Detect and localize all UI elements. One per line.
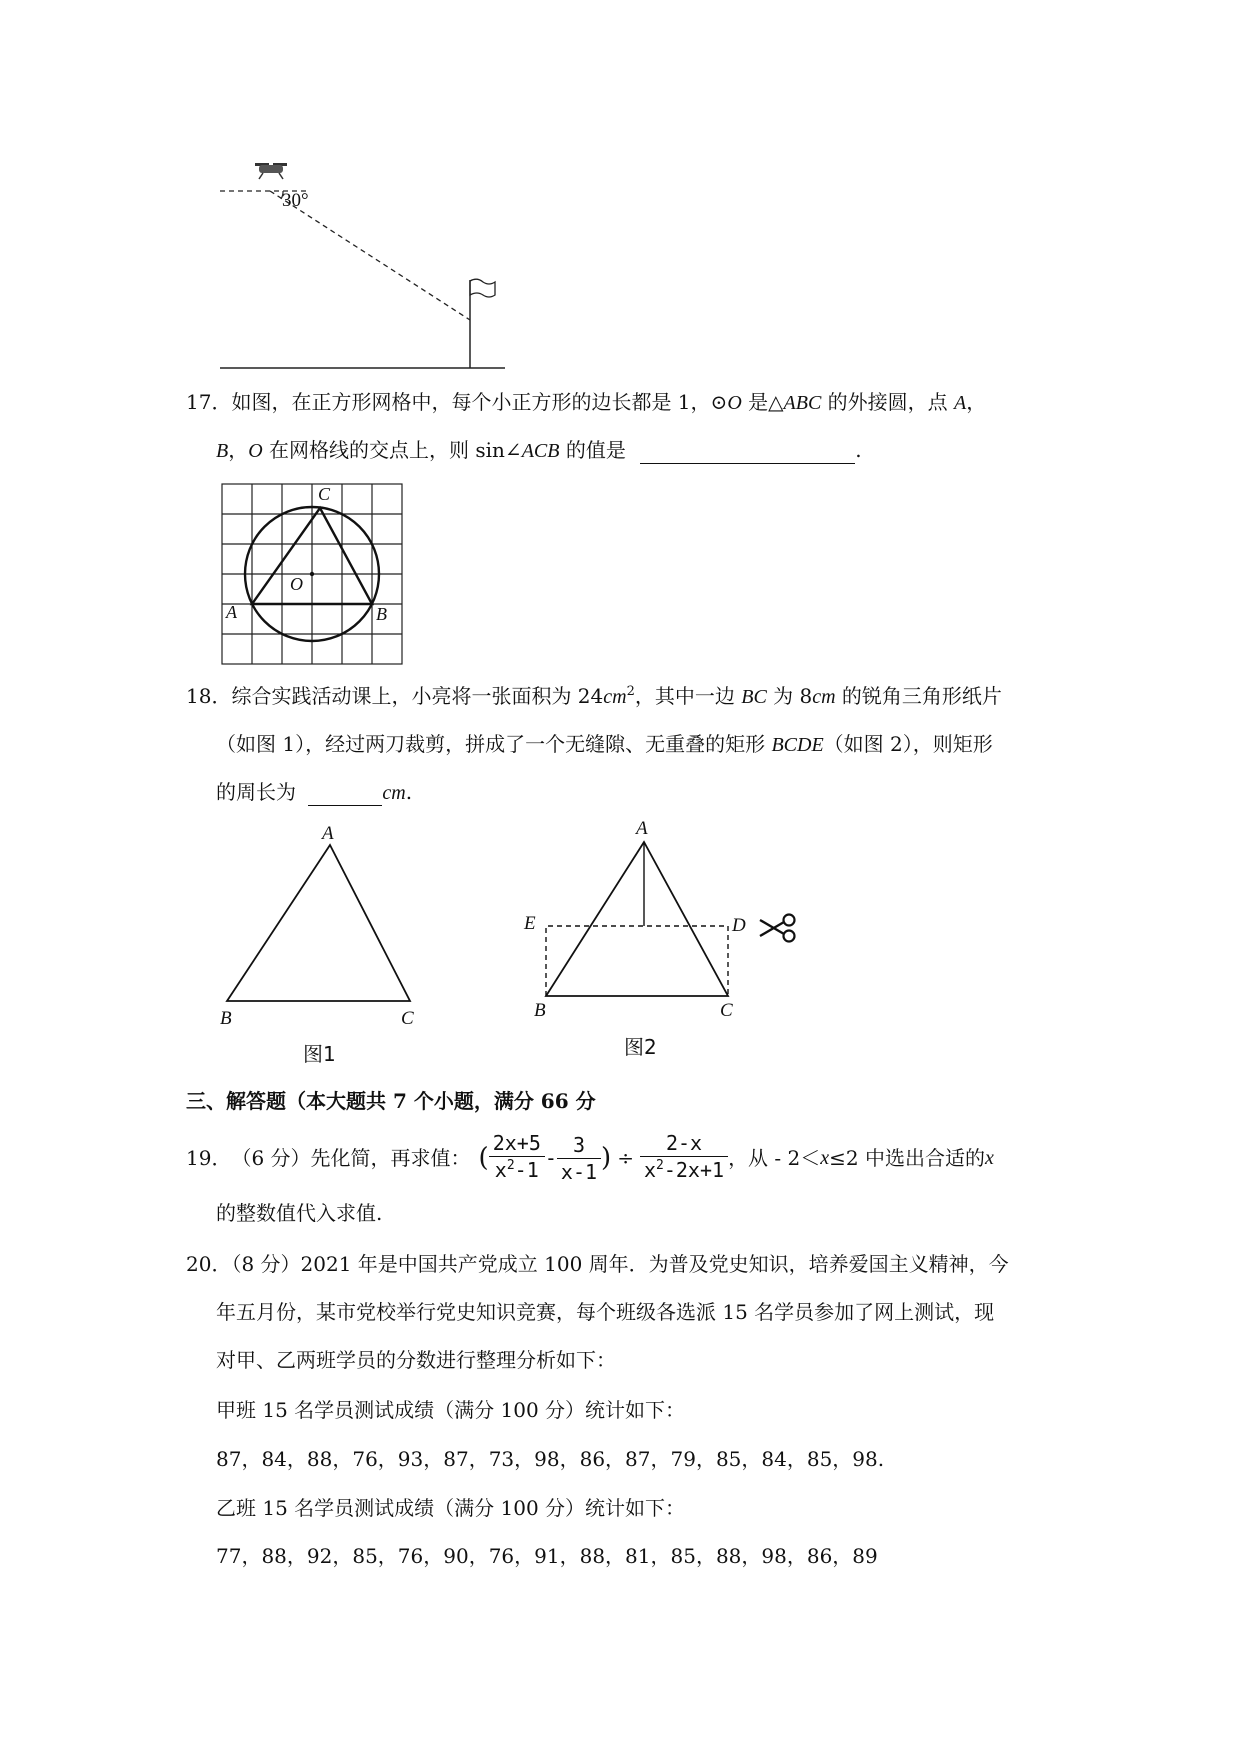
q20-class-b-title: 乙班 15 名学员测试成绩（满分 100 分）统计如下： [216, 1496, 686, 1520]
q20-class-a-title: 甲班 15 名学员测试成绩（满分 100 分）统计如下： [216, 1398, 686, 1422]
q17-line1: 17．如图，在正方形网格中，每个小正方形的边长都是 1，⊙O 是△ABC 的外接圆，点 A， [186, 390, 987, 414]
fig2-label-E: E [524, 913, 536, 934]
fig2-label-B: B [534, 1000, 546, 1021]
fig2-label-C: C [720, 1000, 733, 1021]
q19-number: 19． [186, 1146, 232, 1170]
q20-line2: 年五月份，某市党校举行党史知识竞赛，每个班级各选派 15 名学员参加了网上测试，现 [216, 1300, 995, 1324]
fig2-label-A: A [636, 820, 648, 839]
rectangle-dashed [546, 926, 728, 996]
q18-figure1 [215, 825, 435, 1070]
q19-line2: 的整数值代入求值. [216, 1201, 383, 1225]
drone-icon [255, 163, 287, 179]
q20-class-b-scores: 77，88，92，85，76，90，76，91，88，81，85，88，98，86，89 [216, 1544, 878, 1568]
fig1-label-B: B [220, 1008, 232, 1029]
fig2-caption: 图2 [624, 1035, 657, 1059]
q19-fraction-3: $\frac{2-x}{x^2-2x+1}$ [640, 1131, 728, 1186]
q18-line3: 的周长为 cm. [216, 780, 413, 804]
fig1-caption: 图1 [303, 1042, 336, 1066]
section3-title: 三、解答题（本大题共 7 个小题，满分 66 分 [186, 1089, 596, 1113]
fig1-label-C: C [401, 1008, 414, 1029]
q20-class-a-scores: 87，84，88，76，93，87，73，98，86，87，79，85，84，85，98. [216, 1447, 885, 1471]
angle-label: 30° [282, 190, 309, 211]
q17-line2: B，O 在网格线的交点上，则 sin∠ACB 的值是 . [216, 438, 862, 462]
label-B: B [376, 604, 387, 624]
q18-figure2 [520, 820, 810, 1065]
q17-number: 17． [186, 390, 232, 414]
q18-answer-blank[interactable] [308, 785, 382, 806]
q17-grid-figure [218, 480, 408, 670]
q16-figure [215, 155, 515, 370]
label-A: A [226, 602, 237, 622]
label-O: O [290, 574, 303, 594]
q19-fraction-2: $\frac{3}{x-1}$ [557, 1133, 601, 1184]
q20-number: 20． [186, 1252, 232, 1276]
triangle-abc-fig2 [546, 842, 728, 996]
q18-line2: （如图 1），经过两刀裁剪，拼成了一个无缝隙、无重叠的矩形 BCDE（如图 2），则矩形 [216, 732, 993, 756]
scissors-icon [760, 915, 795, 942]
triangle-abc-fig1 [227, 845, 410, 1001]
q18-number: 18． [186, 684, 232, 708]
center-point [310, 572, 314, 576]
fig1-label-A: A [322, 825, 334, 844]
q17-answer-blank[interactable] [640, 443, 855, 464]
q18-line1: 18．综合实践活动课上，小亮将一张面积为 $24cm^2$，其中一边 BC 为 8cm 的锐角三角形纸片 [186, 684, 1002, 708]
q19-fraction-1: $\frac{2x+5}{x^2-1}$ [489, 1131, 545, 1186]
flag-icon [470, 279, 495, 368]
q20-line3: 对甲、乙两班学员的分数进行整理分析如下： [216, 1348, 616, 1372]
fig2-label-D: D [732, 915, 746, 936]
label-C: C [318, 484, 331, 504]
q19-line1: 19． （6 分）先化简，再求值： ( $\frac{2x+5}{x^2-1}$ - $\frac{3}{x-1}$ ) ÷ $\frac{2-x}{x^2-2x+1}$ ，从 - 2＜ x ≤2 中选出合适的 x [186, 1130, 994, 1186]
q20-line1: 20．（8 分）2021 年是中国共产党成立 100 周年．为普及党史知识，培养爱国主义精神，今 [186, 1252, 1009, 1276]
